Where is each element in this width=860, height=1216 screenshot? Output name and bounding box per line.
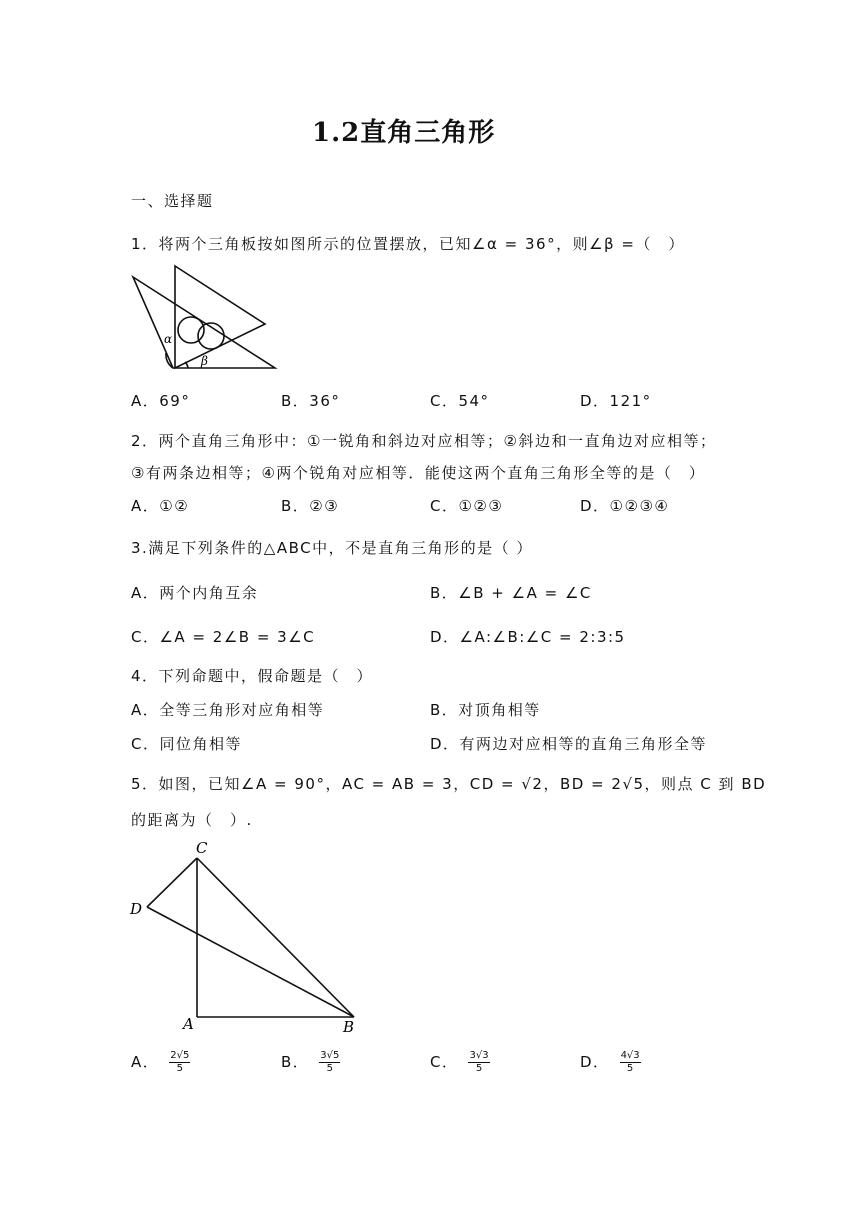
- q3-option-d[interactable]: D．∠A:∠B:∠C = 2:3:5: [430, 628, 626, 646]
- q3-option-a[interactable]: A．两个内角互余: [131, 584, 259, 602]
- q5-option-d[interactable]: [580, 1050, 641, 1075]
- q5-label-c: C: [196, 839, 208, 857]
- q5-option-a-fraction: [169, 1050, 190, 1075]
- q1-beta-label: β: [201, 354, 208, 368]
- q4-option-b[interactable]: B．对顶角相等: [430, 701, 541, 719]
- q5-label-d: D: [130, 900, 143, 918]
- denominator: 5: [326, 1063, 334, 1074]
- q1-beta-arc: [185, 362, 188, 368]
- q5-label-a: A: [183, 1015, 194, 1033]
- q3-stem: 3.满足下列条件的△ABC中，不是直角三角形的是（ ）: [131, 539, 533, 557]
- section-heading: 一、选择题: [131, 192, 214, 210]
- q5-segment-cb: [197, 858, 354, 1017]
- q2-option-a[interactable]: A．①②: [131, 497, 190, 515]
- q5-option-a-letter: A．: [131, 1053, 160, 1071]
- q5-segment-db: [147, 907, 354, 1017]
- q5-option-b-letter: B．: [281, 1053, 310, 1071]
- denominator: 5: [475, 1063, 483, 1074]
- q1-option-b[interactable]: B．36°: [281, 392, 341, 410]
- q1-option-a[interactable]: A．69°: [131, 392, 191, 410]
- q5-option-b-fraction: [319, 1050, 340, 1075]
- q1-alpha-label: α: [164, 332, 173, 346]
- q1-figure: [128, 264, 278, 372]
- denominator: 5: [176, 1063, 183, 1074]
- numerator: 4√3: [620, 1050, 640, 1061]
- q2-stem-line2: ③有两条边相等；④两个锐角对应相等．能使这两个直角三角形全等的是（ ）: [131, 464, 706, 482]
- q2-option-c[interactable]: C．①②③: [430, 497, 504, 515]
- q5-option-c[interactable]: [430, 1050, 490, 1075]
- q2-stem-line1: 2．两个直角三角形中：①一锐角和斜边对应相等；②斜边和一直角边对应相等；: [131, 432, 717, 450]
- q5-stem-line1: 5．如图，已知∠A = 90°，AC = AB = 3，CD = √2，BD = 2√5，则点 C 到 BD: [131, 775, 767, 793]
- q5-option-d-fraction: [620, 1050, 641, 1075]
- q1-option-c[interactable]: C．54°: [430, 392, 490, 410]
- q5-option-c-letter: C．: [430, 1053, 459, 1071]
- q3-option-c[interactable]: C．∠A = 2∠B = 3∠C: [131, 628, 316, 646]
- q5-label-b: B: [343, 1018, 355, 1036]
- q1-stem: 1．将两个三角板按如图所示的位置摆放，已知∠α = 36°，则∠β =（ ）: [131, 235, 685, 253]
- q1-option-d[interactable]: D．121°: [580, 392, 652, 410]
- q5-figure: [126, 836, 366, 1041]
- q4-option-d[interactable]: D．有两边对应相等的直角三角形全等: [430, 735, 708, 753]
- q5-option-a[interactable]: [131, 1050, 190, 1075]
- numerator: 3√5: [320, 1050, 340, 1061]
- numerator: 3√3: [469, 1050, 489, 1061]
- denominator: 5: [626, 1063, 634, 1074]
- q2-option-d[interactable]: D．①②③④: [580, 497, 670, 515]
- q5-stem-line2: 的距离为（ ）.: [131, 811, 253, 829]
- q2-option-b[interactable]: B．②③: [281, 497, 340, 515]
- q5-option-c-fraction: [468, 1050, 489, 1075]
- q5-option-d-letter: D．: [580, 1053, 610, 1071]
- q5-segment-cd: [147, 858, 197, 907]
- q4-stem: 4．下列命题中，假命题是（ ）: [131, 667, 374, 685]
- q4-option-c[interactable]: C．同位角相等: [131, 735, 242, 753]
- page-title: 1.2直角三角形: [312, 118, 496, 148]
- q3-option-b[interactable]: B．∠B + ∠A = ∠C: [430, 584, 592, 602]
- q5-option-b[interactable]: [281, 1050, 340, 1075]
- q4-option-a[interactable]: A．全等三角形对应角相等: [131, 701, 325, 719]
- numerator: 2√5: [170, 1050, 190, 1061]
